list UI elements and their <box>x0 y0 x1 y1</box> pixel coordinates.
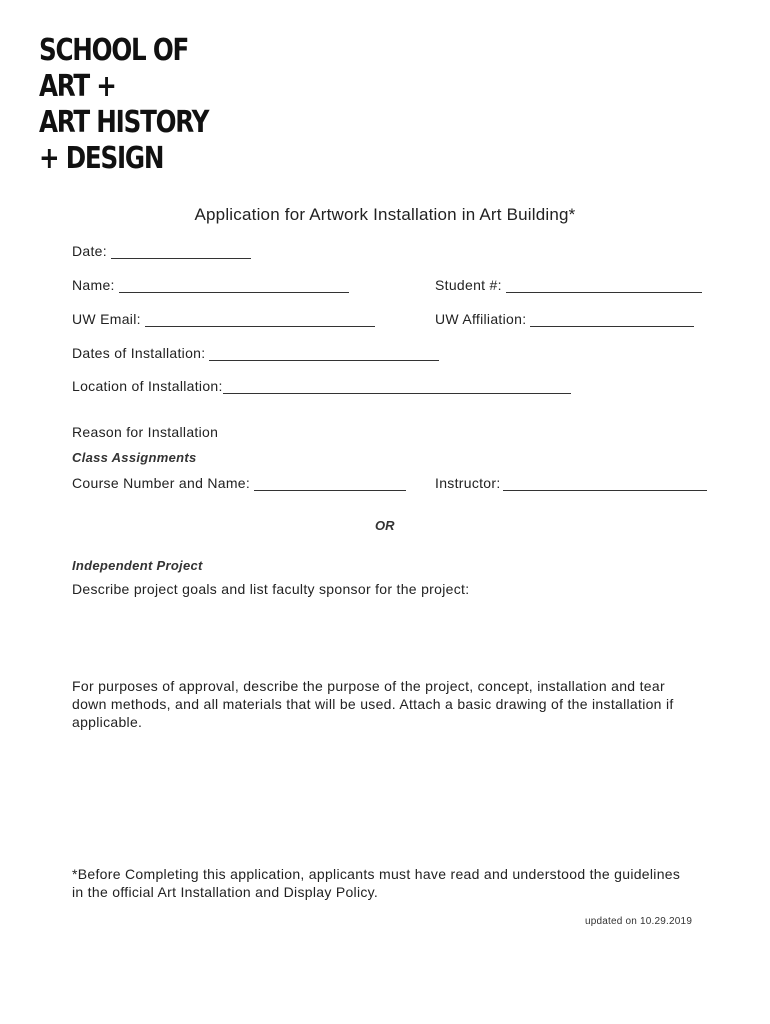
uw-affiliation-field <box>435 311 694 327</box>
location-of-installation-label: Location of Installation: <box>72 378 223 394</box>
instructor-input-line[interactable] <box>503 476 707 491</box>
logo-line-1: SCHOOL OF <box>39 33 189 68</box>
uw-email-field <box>72 311 375 327</box>
student-number-label: Student #: <box>435 277 502 293</box>
logo-line-2: ART + <box>39 69 116 104</box>
dates-of-installation-input-line[interactable] <box>209 346 439 361</box>
class-assignments-heading: Class Assignments <box>72 450 197 465</box>
course-number-and-name-input-line[interactable] <box>254 476 406 491</box>
updated-date: updated on 10.29.2019 <box>585 916 693 927</box>
logo-line-4: + DESIGN <box>39 141 164 176</box>
instructor-field <box>435 475 707 491</box>
school-logo <box>39 33 245 177</box>
describe-goals-prompt: Describe project goals and list faculty sponsor for the project: <box>72 581 470 597</box>
independent-project-heading: Independent Project <box>72 558 203 573</box>
student-number-field <box>435 277 702 293</box>
name-input-line[interactable] <box>119 278 349 293</box>
date-field <box>72 243 251 259</box>
logo-line-3: ART HISTORY <box>39 105 209 140</box>
uw-email-input-line[interactable] <box>145 312 375 327</box>
uw-email-label: UW Email: <box>72 311 141 327</box>
name-label: Name: <box>72 277 115 293</box>
dates-of-installation-field <box>72 345 439 361</box>
instructor-label: Instructor: <box>435 475 501 491</box>
uw-affiliation-label: UW Affiliation: <box>435 311 527 327</box>
policy-footnote: *Before Completing this application, applicants must have read and understood the guidelines in the official Art Installation and Display Policy. <box>72 866 681 900</box>
location-of-installation-field <box>72 378 571 394</box>
date-input-line[interactable] <box>111 244 251 259</box>
course-number-and-name-label: Course Number and Name: <box>72 475 251 491</box>
uw-affiliation-input-line[interactable] <box>530 312 694 327</box>
name-field <box>72 277 349 293</box>
form-title: Application for Artwork Installation in Art Building* <box>194 205 576 224</box>
location-of-installation-input-line[interactable] <box>223 379 571 394</box>
student-number-input-line[interactable] <box>506 278 702 293</box>
course-number-and-name-field <box>72 475 406 491</box>
approval-paragraph: For purposes of approval, describe the purpose of the project, concept, installation and tear down methods, and all materials that will be used. Attach a basic drawing of the installation if applicable. <box>72 678 674 730</box>
reason-heading: Reason for Installation <box>72 424 219 440</box>
date-label: Date: <box>72 243 107 259</box>
dates-of-installation-label: Dates of Installation: <box>72 345 206 361</box>
or-separator: OR <box>375 518 395 533</box>
